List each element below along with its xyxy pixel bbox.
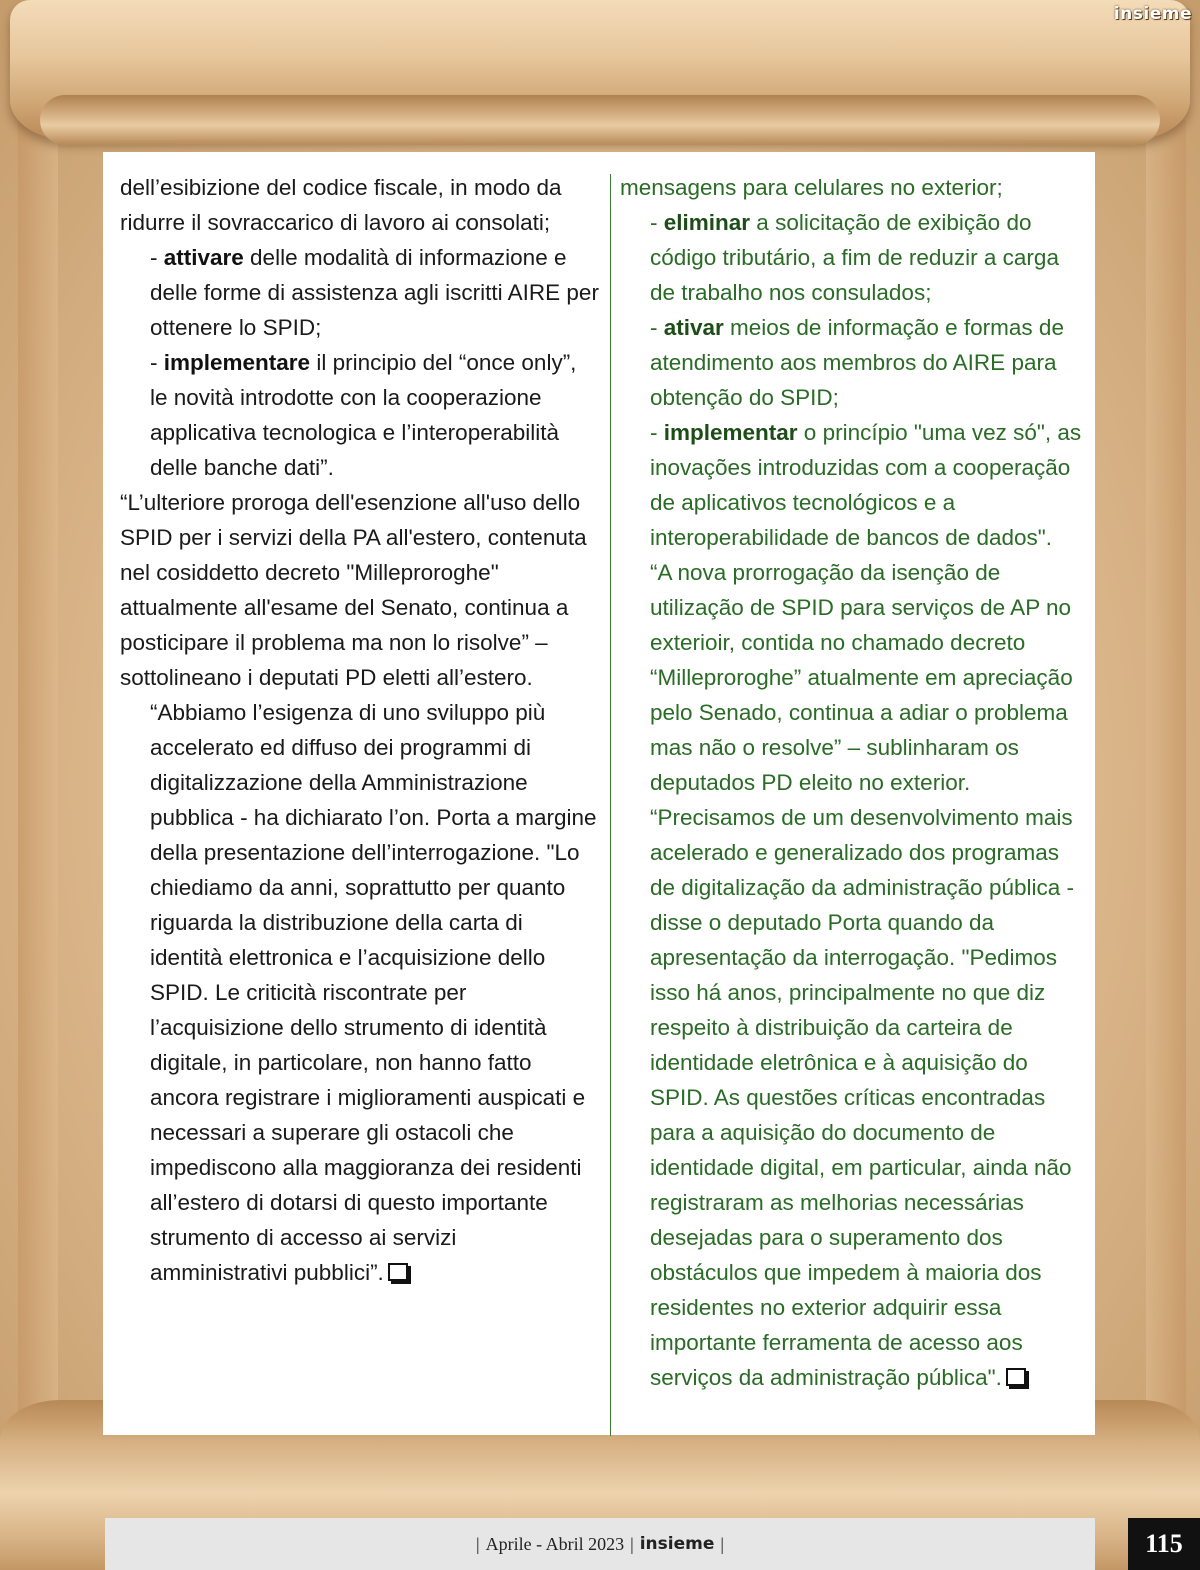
footer-separator: |	[720, 1533, 724, 1554]
portuguese-keyword-implementar: implementar	[663, 420, 798, 445]
portuguese-paragraph-3-text: meios de informação e formas de atendimento aos membros do AIRE para obtenção do SPID;	[650, 315, 1064, 410]
portuguese-keyword-ativar: ativar	[663, 315, 724, 340]
italian-paragraph-3	[120, 345, 600, 485]
portuguese-paragraph-4-text: o princípio "uma vez só", as inovações introduzidas com a cooperação de aplicativos tecnológicos e a interoperabilidade de bancos de dados".	[650, 420, 1082, 550]
italian-paragraph-1: dell’esibizione del codice fiscale, in modo da ridurre il sovraccarico di lavoro ai consolati;	[120, 175, 562, 235]
portuguese-column	[620, 170, 1090, 1395]
italian-paragraph-5	[120, 695, 600, 1290]
footer-separator: |	[630, 1533, 634, 1554]
italian-keyword-attivare: attivare	[163, 245, 244, 270]
portuguese-paragraph-5: “A nova prorrogação da isenção de utilização de SPID para serviços de AP no exterioir, contida no chamado decreto “Milleproroghe” atualmente em apreciação pelo Senado, continua a adiar o problema mas não o resolve” – sublinharam os deputados PD eleito no exterior.	[650, 560, 1073, 795]
list-dash: -	[150, 350, 164, 375]
list-dash: -	[650, 210, 664, 235]
scroll-right-edge	[1146, 120, 1186, 1440]
italian-paragraph-2	[120, 240, 600, 345]
italian-paragraph-3-text: il principio del “once only”, le novità introdotte con la cooperazione applicativa tecnologica e l’interoperabilità delle banche dati”.	[150, 350, 577, 480]
magazine-brand-logo: insieme	[1113, 4, 1192, 24]
portuguese-paragraph-6-text: “Precisamos de um desenvolvimento mais acelerado e generalizado dos programas de digitalização da administração pública - disse o deputado Porta quando da apresentação da interrogação. "Pedimos isso há anos, principalmente no que diz respeito à distribuição da carteira de identidade eletrônica e à aquisição do SPID. As questões críticas encontradas para a aquisição do documento de identidade digital, em particular, ainda não registraram as melhorias necessárias desejadas para o superamento dos obstáculos que impedem à maioria dos residentes no exterior adquirir essa importante ferramenta de acesso aos serviços da administração pública".	[650, 805, 1074, 1390]
page-number: 115	[1128, 1518, 1200, 1570]
footer-bar	[105, 1518, 1095, 1570]
portuguese-paragraph-3	[620, 310, 1090, 415]
list-dash: -	[650, 420, 664, 445]
end-of-article-icon	[388, 1263, 408, 1281]
portuguese-paragraph-2	[620, 205, 1090, 310]
list-dash: -	[150, 245, 164, 270]
portuguese-paragraph-1: mensagens para celulares no exterior;	[620, 175, 1003, 200]
footer-text	[105, 1518, 1095, 1570]
footer-issue-date: Aprile - Abril 2023	[485, 1533, 625, 1554]
scroll-top-roll-shade	[40, 95, 1160, 145]
portuguese-paragraph-6	[620, 800, 1090, 1395]
italian-column	[120, 170, 600, 1290]
portuguese-paragraph-2-text: a solicitação de exibição do código tributário, a fim de reduzir a carga de trabalho nos consulados;	[650, 210, 1059, 305]
article-panel	[103, 152, 1095, 1435]
italian-paragraph-4: “L’ulteriore proroga dell'esenzione all'uso dello SPID per i servizi della PA all'estero, contenuta nel cosiddetto decreto "Milleproroghe" attualmente all'esame del Senato, continua a posticipare il problema ma non lo risolve” – sottolineano i deputati PD eletti all’estero.	[120, 490, 587, 690]
column-divider	[610, 174, 611, 1436]
portuguese-paragraph-4	[620, 415, 1090, 555]
italian-paragraph-2-text: delle modalità di informazione e delle forme di assistenza agli iscritti AIRE per ottenere lo SPID;	[150, 245, 599, 340]
footer-brand: insieme	[639, 1534, 715, 1554]
footer-separator: |	[476, 1533, 480, 1554]
end-of-article-icon	[1006, 1368, 1026, 1386]
italian-keyword-implementare: implementare	[163, 350, 311, 375]
italian-paragraph-5-text: “Abbiamo l’esigenza di uno sviluppo più accelerato ed diffuso dei programmi di digitalizzazione della Amministrazione pubblica - ha dichiarato l’on. Porta a margine della presentazione dell’interrogazione. "Lo chiediamo da anni, soprattutto per quanto riguarda la distribuzione della carta di identità elettronica e l’acquisizione dello SPID. Le criticità riscontrate per l’acquisizione dello strumento di identità digitale, in particolare, non hanno fatto ancora registrare i miglioramenti auspicati e necessari a superare gli ostacoli che impediscono alla maggioranza dei residenti all’estero di dotarsi di questo importante strumento di accesso ai servizi amministrativi pubblici”.	[150, 700, 597, 1285]
list-dash: -	[650, 315, 664, 340]
portuguese-keyword-eliminar: eliminar	[663, 210, 751, 235]
scroll-left-edge	[18, 120, 58, 1440]
